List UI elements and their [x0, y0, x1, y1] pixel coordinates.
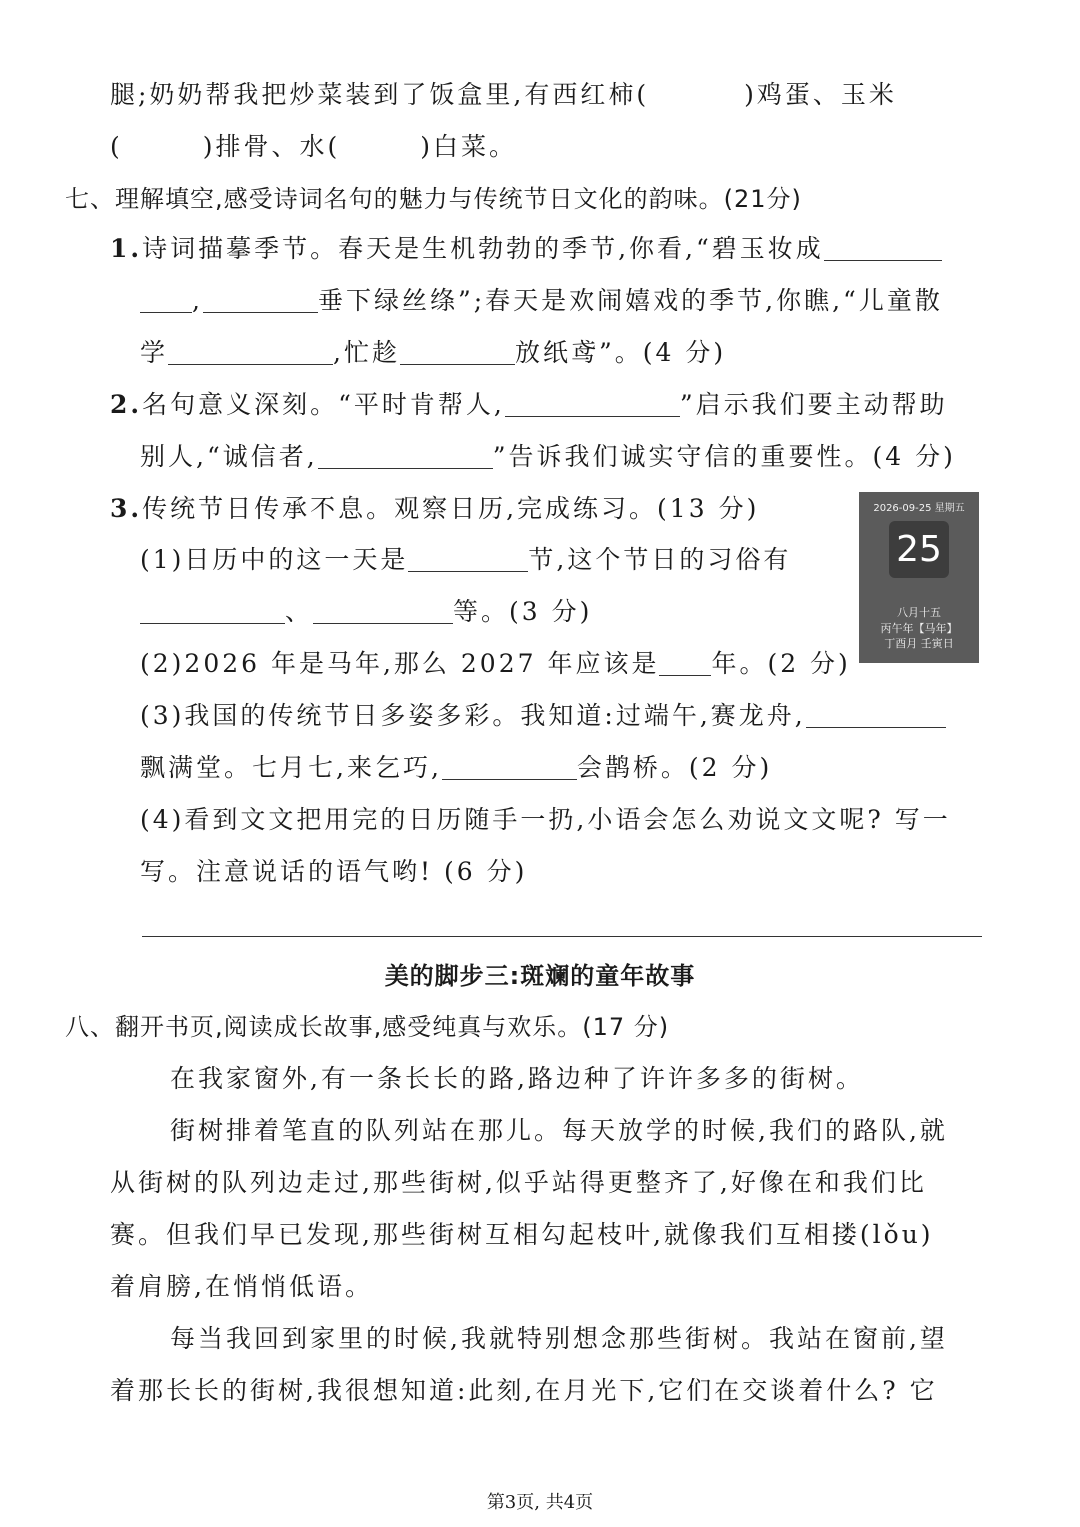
- text-segment: 放纸鸢”。(4 分): [514, 338, 727, 367]
- answer-blank[interactable]: [442, 755, 577, 780]
- text-line: [110, 388, 980, 422]
- answer-blank[interactable]: [313, 599, 453, 624]
- text-segment: 会鹊桥。(2 分): [576, 753, 773, 782]
- calendar-lunar-date: 八月十五: [897, 606, 941, 619]
- page-number: 第3页, 共4页: [486, 1492, 594, 1513]
- text-segment: 写。注意说话的语气哟! (6 分): [140, 857, 528, 886]
- answer-blank[interactable]: [659, 651, 711, 676]
- answer-blank[interactable]: [806, 703, 946, 728]
- answer-blank[interactable]: [168, 340, 333, 365]
- answer-blank[interactable]: [824, 236, 942, 261]
- text-segment: (1)日历中的这一天是: [140, 545, 409, 574]
- text-line: [140, 336, 980, 370]
- text-segment: ,忙趁: [333, 338, 400, 367]
- text-line: [140, 595, 840, 629]
- text-segment: 腿;奶奶帮我把炒菜装到了饭盒里,有西红柿(: [110, 80, 650, 109]
- item-number: 2.: [110, 390, 143, 419]
- text-line: [140, 751, 980, 785]
- text-line: [110, 492, 980, 526]
- answer-line[interactable]: [142, 936, 982, 937]
- calendar-month-day: 丁酉月 壬寅日: [884, 637, 954, 650]
- text-line: [140, 284, 980, 318]
- text-segment: 年。(2 分): [711, 649, 851, 678]
- answer-blank[interactable]: [408, 547, 528, 572]
- answer-blank[interactable]: [505, 392, 680, 417]
- item-number: 3.: [110, 494, 143, 523]
- text-segment: 节,这个节日的习俗有: [528, 545, 792, 574]
- text-line: [140, 803, 980, 837]
- question-heading: 七、理解填空,感受诗词名句的魅力与传统节日文化的韵味。(21分): [65, 185, 802, 213]
- text-segment: ”启示我们要主动帮助: [679, 390, 948, 419]
- calendar-image: [859, 492, 979, 663]
- text-line: [110, 232, 980, 266]
- answer-blank[interactable]: [140, 599, 285, 624]
- text-line: [140, 647, 851, 681]
- paragraph-line: 着那长长的街树,我很想知道:此刻,在月光下,它们在交谈着什么? 它: [110, 1376, 938, 1405]
- answer-blank[interactable]: [400, 340, 515, 365]
- text-segment: 传统节日传承不息。观察日历,完成练习。(13 分): [142, 494, 760, 523]
- paragraph-line: 着肩膀,在悄悄低语。: [110, 1272, 373, 1301]
- calendar-year: 丙午年【马年】: [880, 622, 958, 635]
- section-title: 美的脚步三:斑斓的童年故事: [384, 962, 696, 990]
- text-segment: (: [110, 132, 123, 161]
- text-segment: 、: [285, 597, 314, 626]
- text-segment: 诗词描摹季节。春天是生机勃勃的季节,你看,“碧玉妆成: [142, 234, 824, 263]
- answer-blank[interactable]: [203, 288, 318, 313]
- question-heading: 八、翻开书页,阅读成长故事,感受纯真与欢乐。(17 分): [65, 1013, 670, 1041]
- text-line: [110, 78, 980, 112]
- paragraph-line: 每当我回到家里的时候,我就特别想念那些街树。我站在窗前,望: [170, 1324, 948, 1353]
- calendar-date-line: 2026-09-25 星期五: [873, 503, 965, 514]
- text-segment: (2)2026 年是马年,那么 2027 年应该是: [140, 649, 660, 678]
- text-segment: ”告诉我们诚实守信的重要性。(4 分): [492, 442, 956, 471]
- answer-blank[interactable]: [140, 288, 192, 313]
- text-segment: )鸡蛋、玉米: [744, 80, 897, 109]
- text-segment: (4)看到文文把用完的日历随手一扔,小语会怎么劝说文文呢? 写一: [140, 805, 951, 834]
- paragraph-line: 从街树的队列边走过,那些街树,似乎站得更整齐了,好像在和我们比: [110, 1168, 927, 1197]
- text-line: [140, 440, 980, 474]
- text-line: [140, 699, 980, 733]
- text-segment: 别人,“诚信者,: [140, 442, 318, 471]
- text-segment: 学: [140, 338, 169, 367]
- text-line: [140, 855, 980, 889]
- item-number: 1.: [110, 234, 143, 263]
- answer-blank[interactable]: [318, 444, 493, 469]
- paragraph-line: 街树排着笔直的队列站在那儿。每天放学的时候,我们的路队,就: [170, 1116, 948, 1145]
- text-segment: 垂下绿丝绦”;春天是欢闹嬉戏的季节,你瞧,“儿童散: [317, 286, 943, 315]
- paragraph-line: 赛。但我们早已发现,那些街树互相勾起枝叶,就像我们互相搂(lǒu): [110, 1220, 934, 1249]
- text-segment: ,: [192, 286, 203, 315]
- calendar-day: 25: [889, 521, 949, 578]
- text-line: [110, 130, 980, 164]
- paragraph-line: 在我家窗外,有一条长长的路,路边种了许许多多的街树。: [170, 1064, 864, 1093]
- text-segment: 飘满堂。七月七,来乞巧,: [140, 753, 442, 782]
- text-segment: )排骨、水(: [202, 132, 341, 161]
- text-line: [140, 543, 840, 577]
- text-segment: 名句意义深刻。“平时肯帮人,: [142, 390, 505, 419]
- text-segment: (3)我国的传统节日多姿多彩。我知道:过端午,赛龙舟,: [140, 701, 806, 730]
- text-segment: )白菜。: [420, 132, 518, 161]
- text-segment: 等。(3 分): [453, 597, 593, 626]
